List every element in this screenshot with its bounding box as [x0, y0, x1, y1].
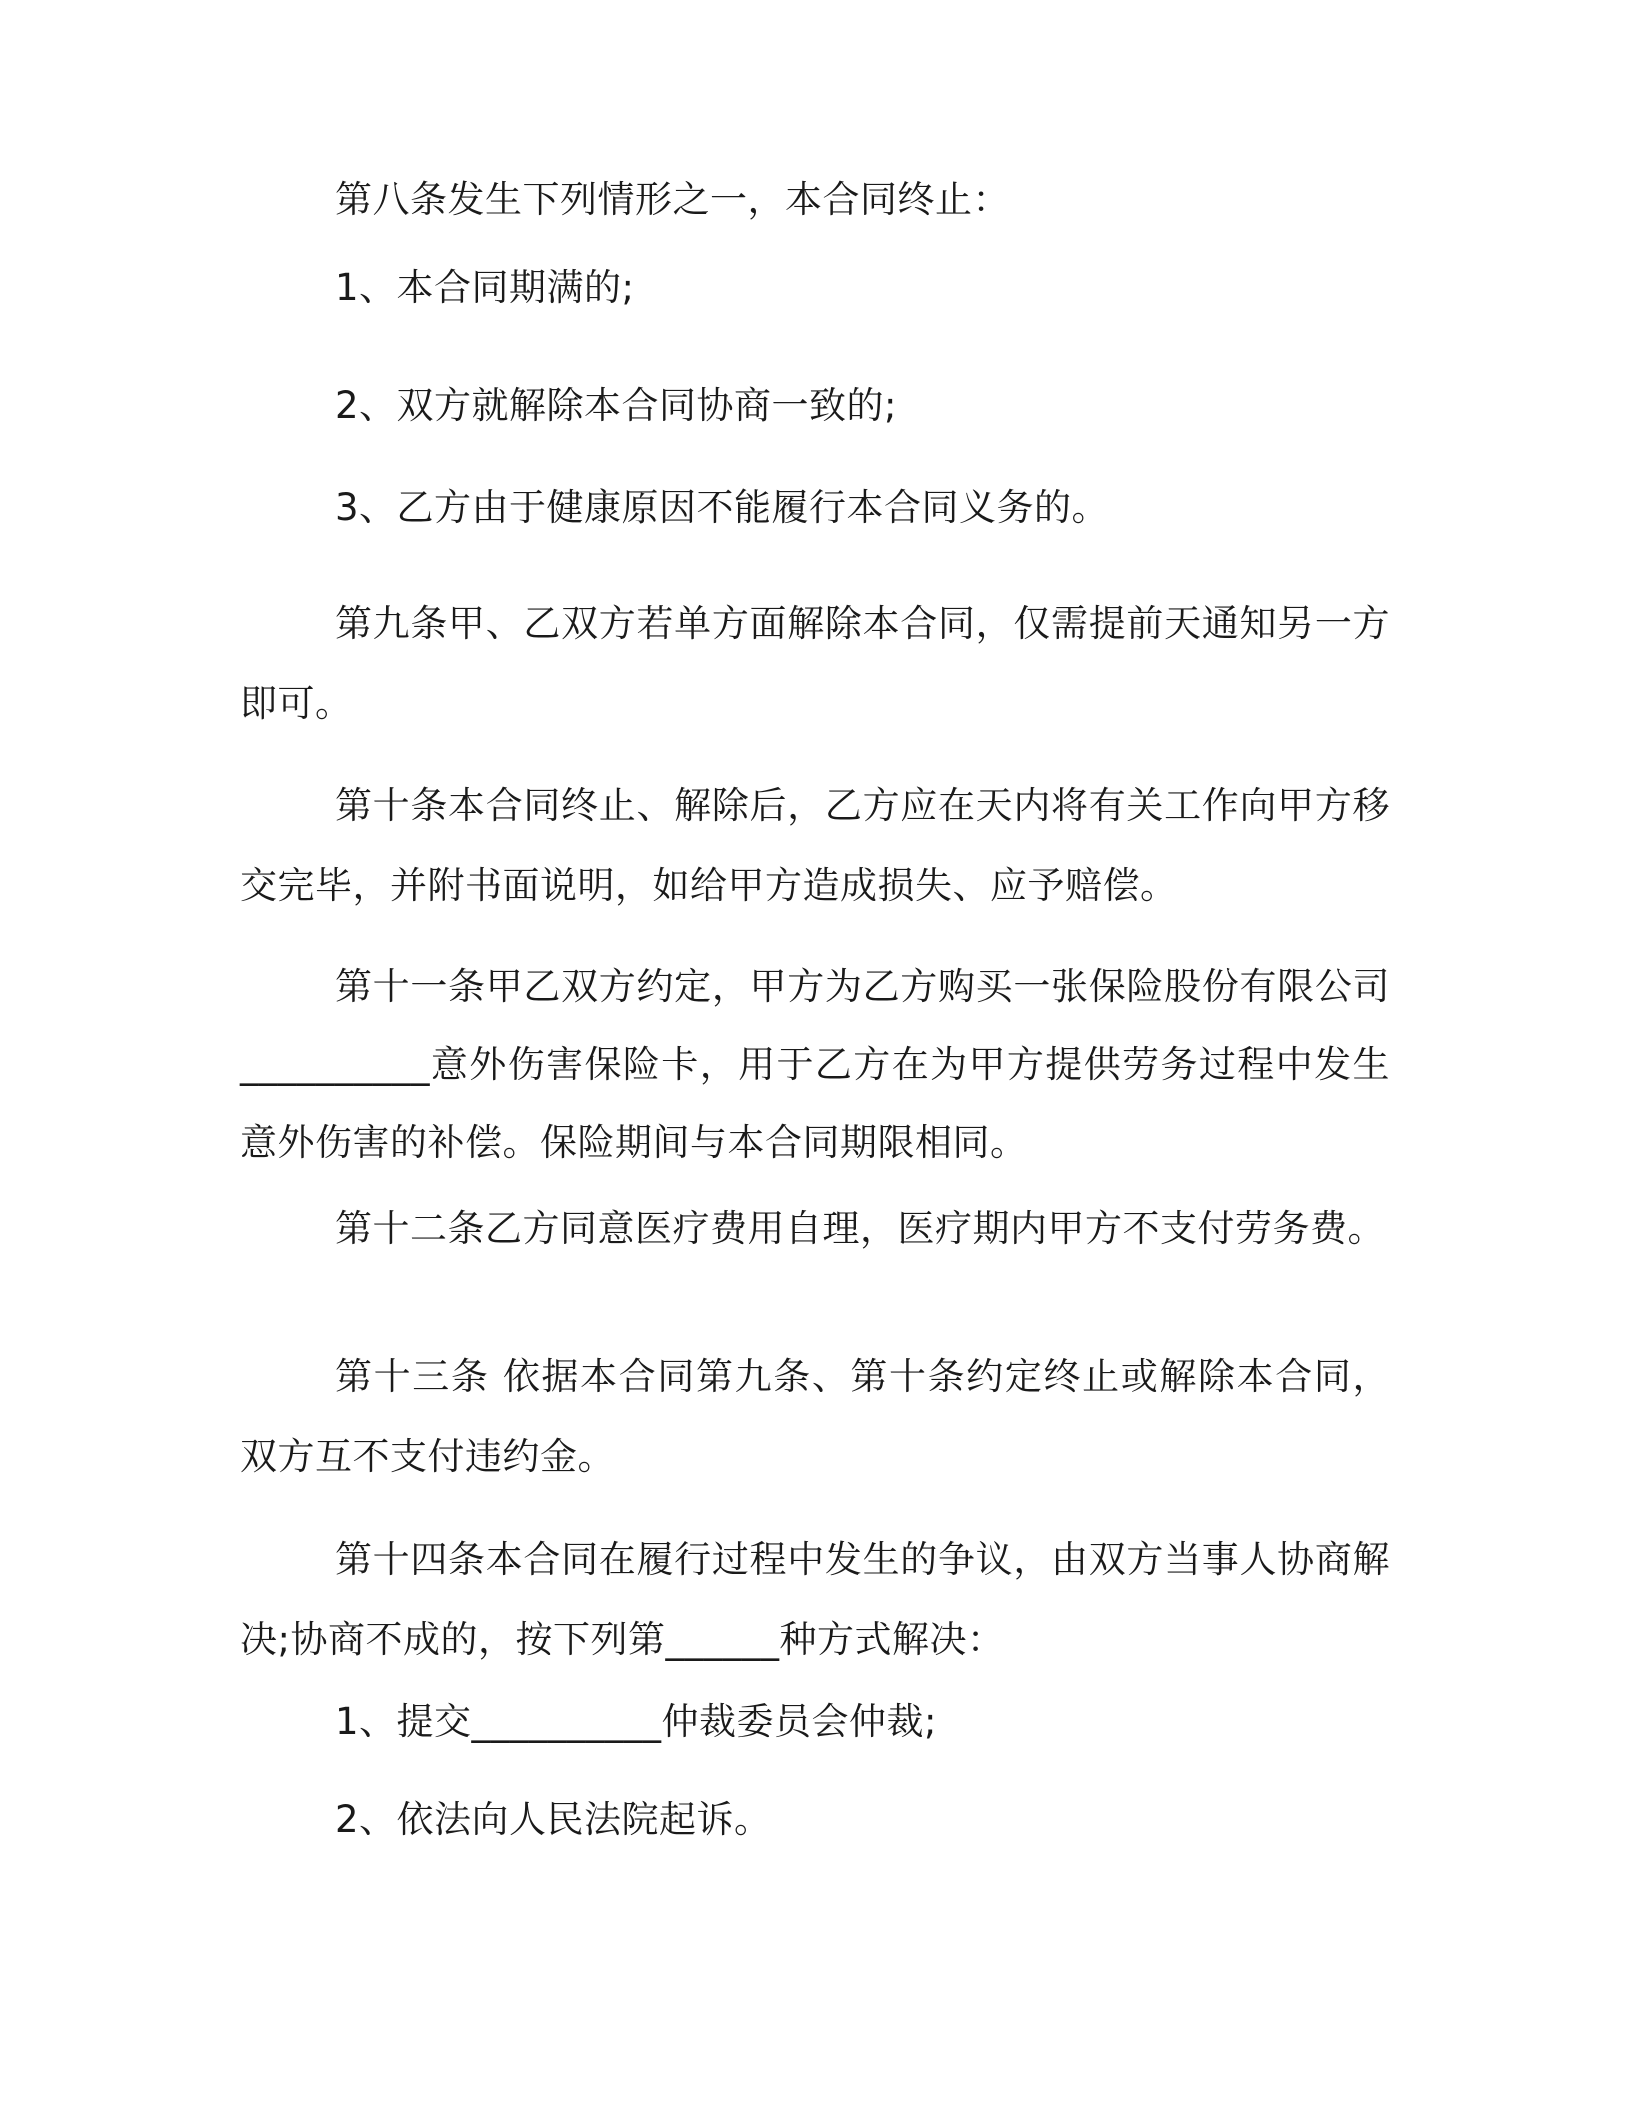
clause-8-item-1: 1、本合同期满的; — [335, 266, 635, 309]
clause-13: 第十三条 依据本合同第九条、第十条约定终止或解除本合同，双方互不支付违约金。 — [240, 1355, 1390, 1478]
clause-10: 第十条本合同终止、解除后，乙方应在天内将有关工作向甲方移交完毕，并附书面说明，如给甲方造成损失、应予赔偿。 — [240, 784, 1390, 907]
clause-14-item-2: 2、依法向人民法院起诉。 — [335, 1798, 772, 1841]
clause-8-item-3: 3、乙方由于健康原因不能履行本合同义务的。 — [335, 486, 1110, 529]
clause-8-item-2: 2、双方就解除本合同协商一致的; — [335, 384, 898, 427]
clause-14: 第十四条本合同在履行过程中发生的争议，由双方当事人协商解决;协商不成的，按下列第______种方式解决： — [240, 1538, 1390, 1661]
clause-12: 第十二条乙方同意医疗费用自理，医疗期内甲方不支付劳务费。 — [335, 1207, 1385, 1250]
clause-8-heading: 第八条发生下列情形之一，本合同终止： — [335, 178, 1010, 221]
clause-9: 第九条甲、乙双方若单方面解除本合同，仅需提前天通知另一方即可。 — [240, 602, 1390, 725]
clause-11: 第十一条甲乙双方约定，甲方为乙方购买一张保险股份有限公司__________意外伤害保险卡，用于乙方在为甲方提供劳务过程中发生意外伤害的补偿。保险期间与本合同期限相同。 — [240, 965, 1390, 1164]
clause-14-item-1: 1、提交__________仲裁委员会仲裁; — [335, 1700, 938, 1743]
